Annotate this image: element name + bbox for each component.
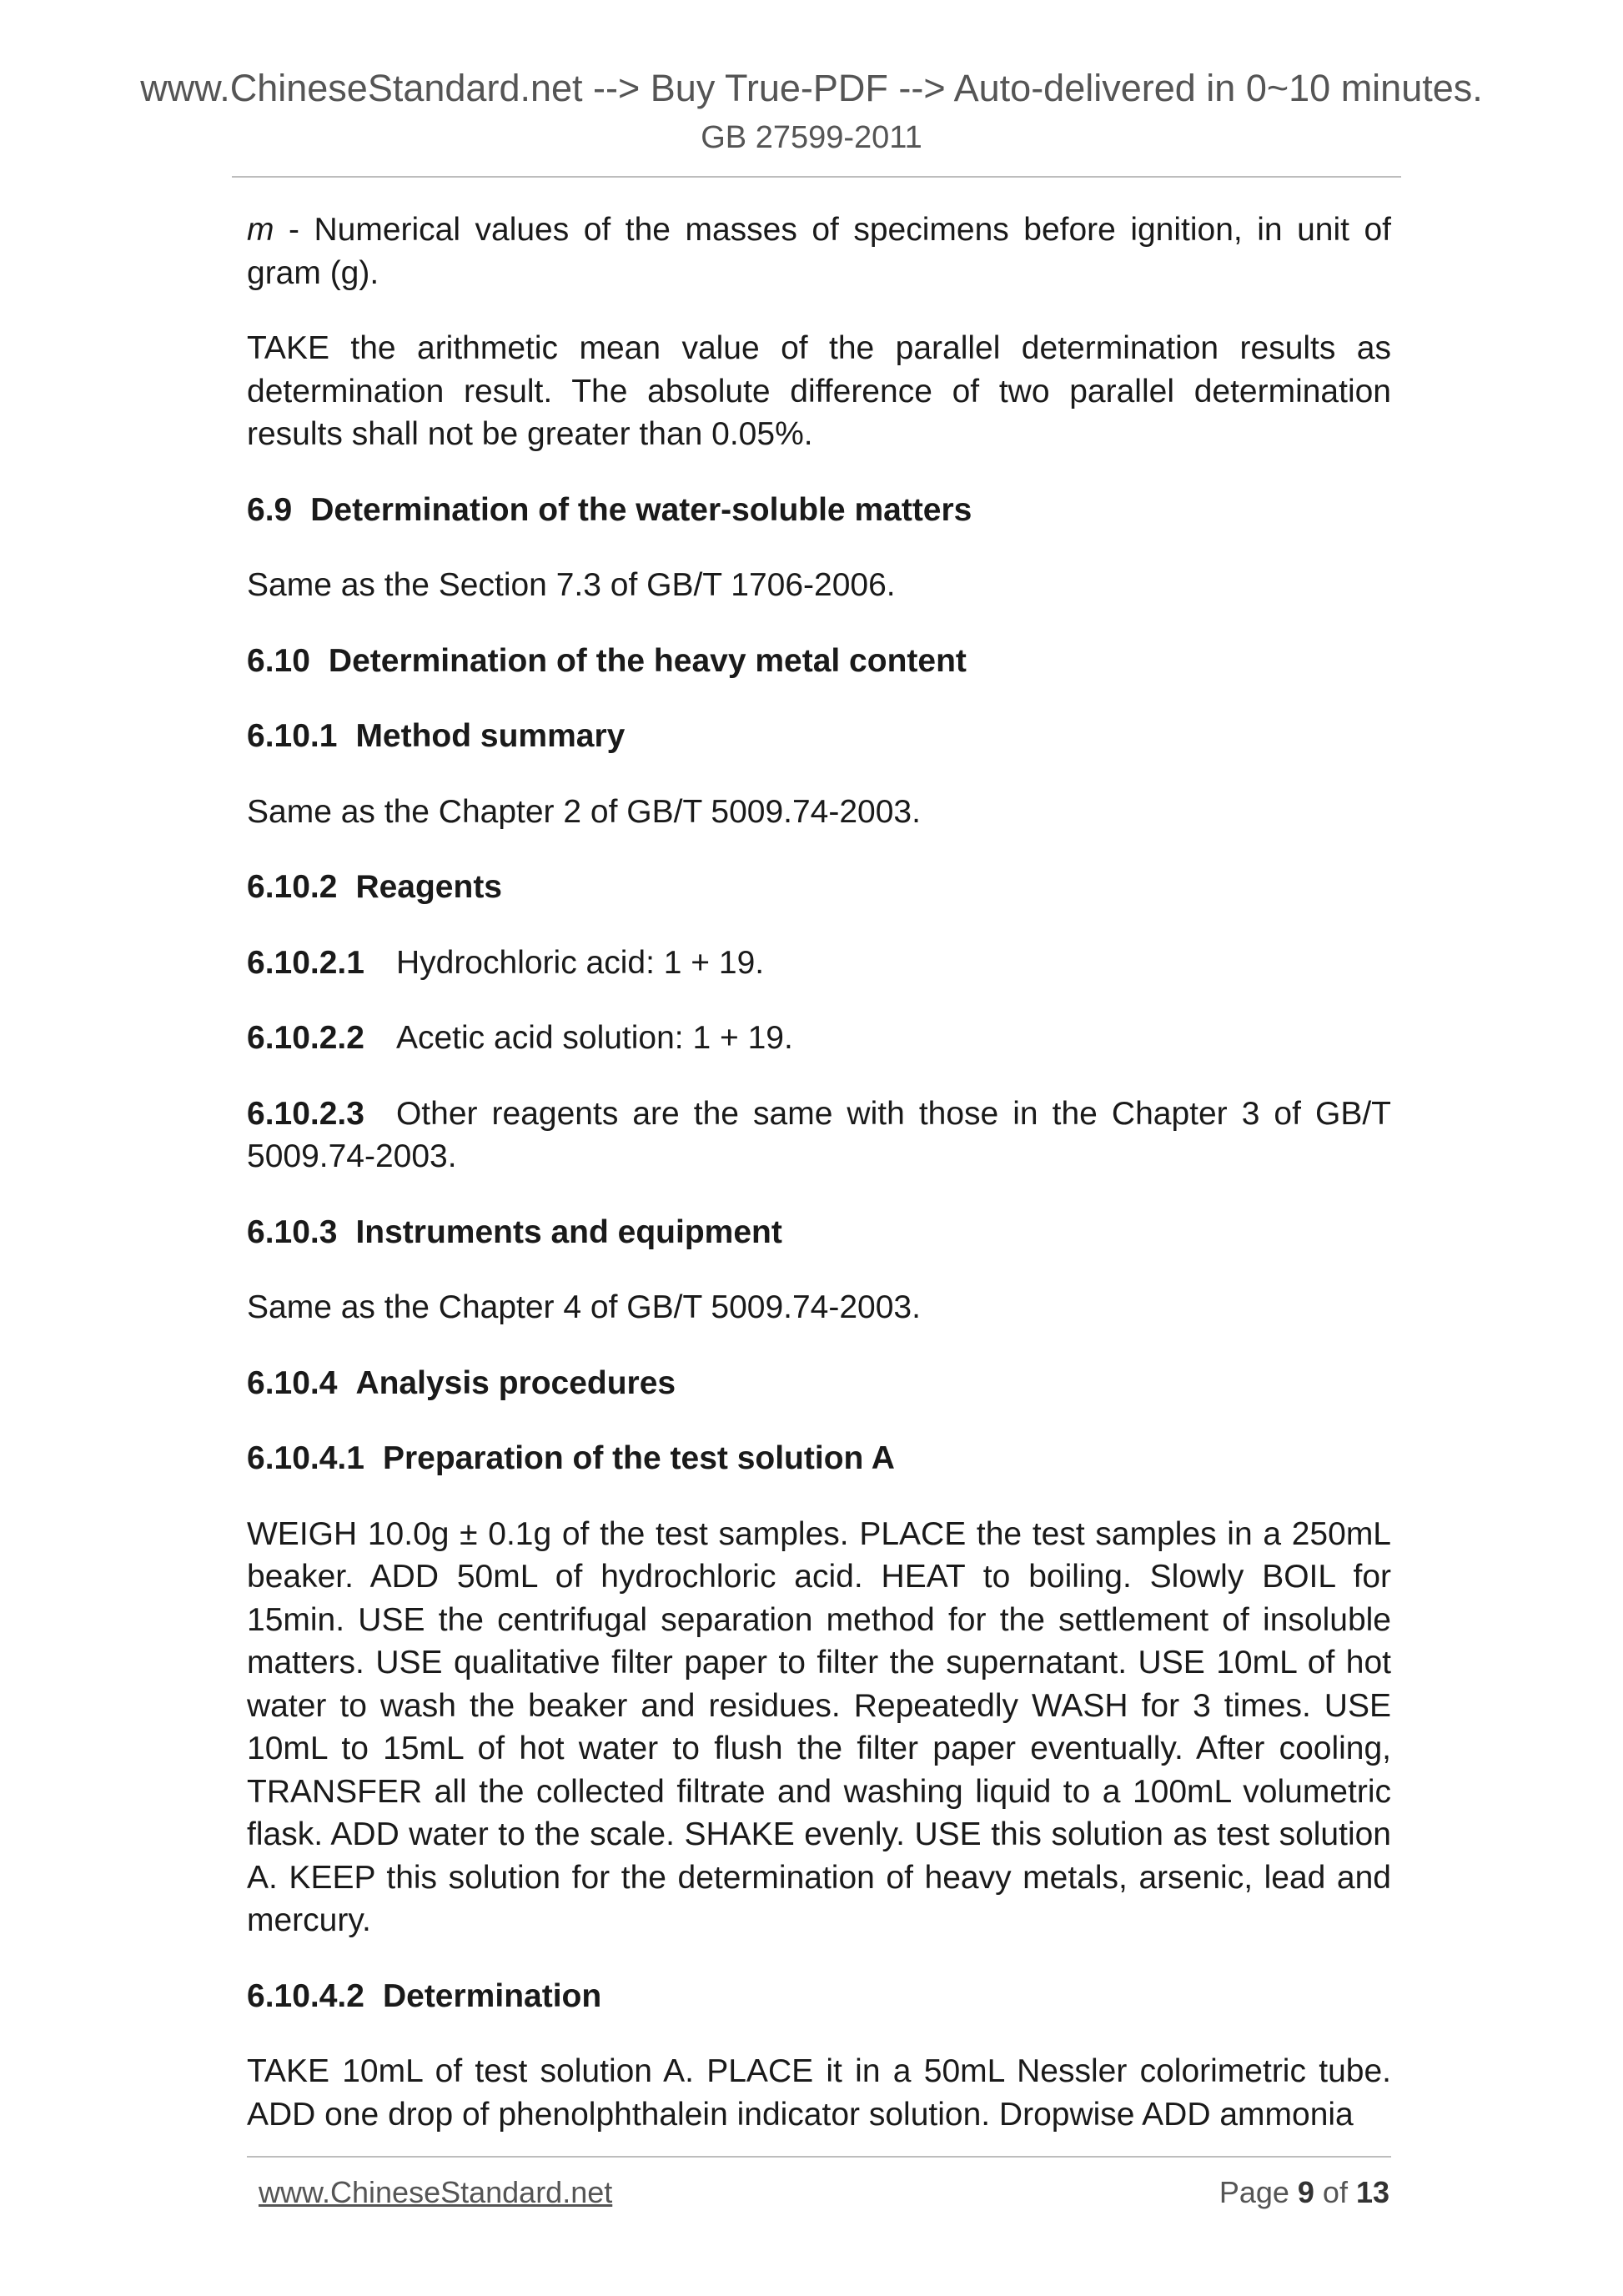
variable-description: - Numerical values of the masses of specimens before ignition, in unit of gram (g). <box>247 212 1391 291</box>
section-heading-6-10-3 <box>247 1211 1391 1254</box>
footer-divider <box>247 2156 1391 2158</box>
section-number: 6.10.2 <box>247 869 338 905</box>
section-title: Determination of the water-soluble matters <box>310 491 972 528</box>
section-heading-6-9 <box>247 489 1391 532</box>
page-word: Page <box>1219 2175 1298 2209</box>
section-heading-6-10-4-2 <box>247 1975 1391 2018</box>
section-number: 6.10 <box>247 642 310 679</box>
section-heading-6-10 <box>247 640 1391 683</box>
section-title: Preparation of the test solution A <box>382 1440 895 1476</box>
paragraph-6-10-3: Same as the Chapter 4 of GB/T 5009.74-2003. <box>247 1289 921 1325</box>
paragraph-6-10-4-2: TAKE 10mL of test solution A. PLACE it in a 50mL Nessler colorimetric tube. ADD one drop of phenolphthalein indicator solution. Dropwise ADD ammonia <box>247 2053 1391 2133</box>
paragraph-6-9: Same as the Section 7.3 of GB/T 1706-2006. <box>247 567 896 603</box>
section-heading-6-10-4 <box>247 1362 1391 1405</box>
section-title: Instruments and equipment <box>355 1213 782 1250</box>
clause-text: Acetic acid solution: 1 + 19. <box>395 1020 793 1056</box>
clause-6-10-2-2 <box>247 1017 1391 1060</box>
paragraph-6-10-1: Same as the Chapter 2 of GB/T 5009.74-2003. <box>247 793 921 830</box>
variable-symbol: m <box>247 212 274 248</box>
section-title: Determination of the heavy metal content <box>328 642 967 679</box>
paragraph-6-10-4-1: WEIGH 10.0g ± 0.1g of the test samples. PLACE the test samples in a 250mL beaker. ADD 50mL of hydrochloric acid. HEAT to boiling. Slowly BOIL for 15min. USE the centrifugal separation method for the settlement of insoluble matters. USE qualitative filter paper to filter the supernatant. USE 10mL of hot water to wash the beaker and residues. Repeatedly WASH for 3 times. USE 10mL to 15mL of hot water to flush the filter paper eventually. After cooling, TRANSFER all the collected filtrate and washing liquid to a 100mL volumetric flask. ADD water to the scale. SHAKE evenly. USE this solution as test solution A. KEEP this solution for the determination of heavy metals, arsenic, lead and mercury. <box>247 1515 1391 1938</box>
clause-number: 6.10.2.2 <box>247 1020 364 1056</box>
document-body <box>247 208 1391 2168</box>
clause-6-10-2-1 <box>247 942 1391 985</box>
header-divider <box>232 176 1401 178</box>
clause-text: Hydrochloric acid: 1 + 19. <box>395 944 765 981</box>
variable-definition <box>247 208 1391 294</box>
section-title: Determination <box>382 1977 602 2014</box>
page-indicator <box>1219 2174 1389 2211</box>
section-title: Method summary <box>355 718 626 754</box>
current-page-number: 9 <box>1297 2175 1314 2209</box>
section-title: Reagents <box>355 869 502 905</box>
paragraph-take-mean: TAKE the arithmetic mean value of the parallel determination results as determination result. The absolute difference of two parallel determination results shall not be greater than 0.05%. <box>247 330 1391 452</box>
clause-6-10-2-3 <box>247 1093 1391 1178</box>
footer-website-link[interactable]: www.ChineseStandard.net <box>259 2175 613 2209</box>
header-banner: www.ChineseStandard.net --> Buy True-PDF --> Auto-delivered in 0~10 minutes. <box>140 67 1483 109</box>
section-number: 6.9 <box>247 491 293 528</box>
clause-text: Other reagents are the same with those in the Chapter 3 of GB/T 5009.74-2003. <box>247 1095 1391 1174</box>
section-title: Analysis procedures <box>355 1364 676 1401</box>
section-number: 6.10.4.2 <box>247 1977 364 2014</box>
clause-number: 6.10.2.1 <box>247 944 364 981</box>
section-number: 6.10.3 <box>247 1213 338 1250</box>
section-number: 6.10.4 <box>247 1364 338 1401</box>
standard-number: GB 27599-2011 <box>701 120 922 155</box>
section-number: 6.10.1 <box>247 718 338 754</box>
section-heading-6-10-4-1 <box>247 1437 1391 1480</box>
total-pages-number: 13 <box>1355 2175 1389 2209</box>
section-number: 6.10.4.1 <box>247 1440 364 1476</box>
of-word: of <box>1314 2175 1356 2209</box>
clause-number: 6.10.2.3 <box>247 1095 364 1132</box>
section-heading-6-10-1 <box>247 715 1391 758</box>
section-heading-6-10-2 <box>247 866 1391 909</box>
